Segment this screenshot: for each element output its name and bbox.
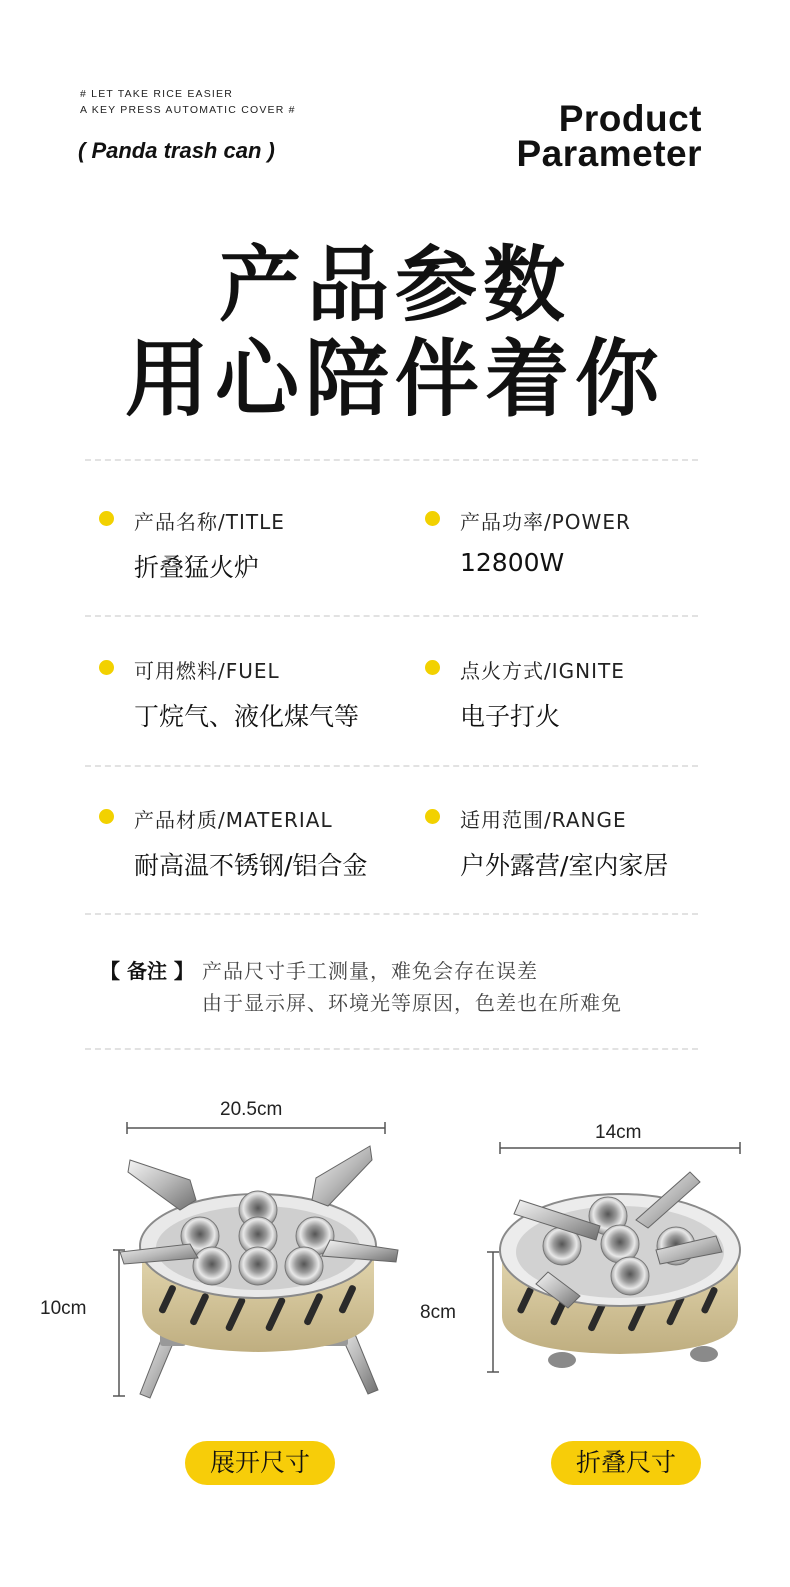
bullet-dot	[99, 660, 114, 675]
divider	[85, 765, 698, 767]
param-label-material: 产品材质/MATERIAL	[134, 808, 333, 832]
divider	[85, 1048, 698, 1050]
subtitle: ( Panda trash can )	[78, 138, 275, 163]
title-product: Product	[558, 98, 702, 139]
bullet-dot	[425, 809, 440, 824]
note-line-2: 由于显示屏、环境光等原因，色差也在所难免	[202, 991, 622, 1015]
param-label-power: 产品功率/POWER	[460, 510, 631, 534]
divider	[85, 913, 698, 915]
bullet-dot	[425, 511, 440, 526]
param-value-power: 12800W	[460, 548, 565, 577]
stove-unfolded	[120, 1146, 398, 1398]
divider	[85, 459, 698, 461]
param-label-range: 适用范围/RANGE	[460, 808, 627, 832]
caption-unfolded-size: 展开尺寸	[185, 1441, 335, 1485]
dim-height-folded: 8cm	[420, 1302, 456, 1323]
param-label-ignite: 点火方式/IGNITE	[460, 659, 625, 683]
param-value-fuel: 丁烷气、液化煤气等	[134, 702, 360, 731]
param-label-title: 产品名称/TITLE	[134, 510, 285, 534]
divider	[85, 615, 698, 617]
param-value-ignite: 电子打火	[460, 702, 561, 731]
note-heading: 【 备注 】	[100, 959, 194, 983]
stove-folded	[500, 1172, 740, 1368]
param-value-title: 折叠猛火炉	[134, 553, 260, 582]
bullet-dot	[99, 809, 114, 824]
param-label-fuel: 可用燃料/FUEL	[134, 659, 280, 683]
caption-folded-size: 折叠尺寸	[551, 1441, 701, 1485]
headline-2: 用心陪伴着你	[124, 330, 665, 428]
dim-width-unfolded: 20.5cm	[220, 1099, 283, 1120]
param-value-material: 耐高温不锈钢/铝合金	[134, 851, 368, 880]
bullet-dot	[425, 660, 440, 675]
param-value-range: 户外露营/室内家居	[460, 851, 669, 880]
bullet-dot	[99, 511, 114, 526]
headline-1: 产品参数	[218, 238, 571, 333]
dim-height-unfolded: 10cm	[40, 1298, 87, 1319]
dim-width-folded: 14cm	[595, 1122, 642, 1143]
title-parameter: Parameter	[516, 133, 702, 174]
tagline-2: A KEY PRESS AUTOMATIC COVER #	[80, 104, 296, 116]
tagline-1: # LET TAKE RICE EASIER	[80, 88, 234, 100]
note-line-1: 产品尺寸手工测量，难免会存在误差	[202, 959, 538, 983]
product-images	[0, 1060, 790, 1440]
